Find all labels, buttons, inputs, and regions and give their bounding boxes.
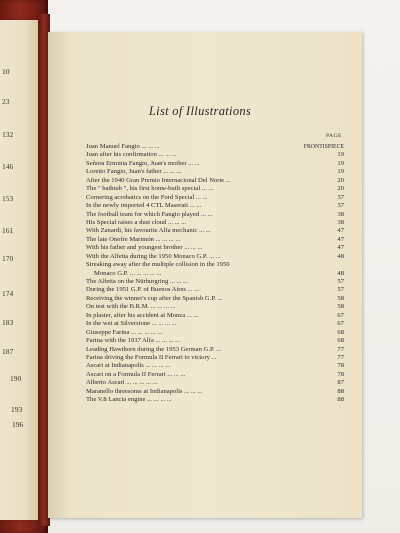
left-page-number: 187 <box>2 347 14 356</box>
illustration-row <box>86 270 344 278</box>
illustration-row <box>86 253 344 261</box>
illustration-row <box>86 143 344 151</box>
illustration-row <box>86 244 344 252</box>
illustration-row <box>86 379 344 387</box>
left-page-number: 23 <box>2 97 10 106</box>
illustration-caption: With his father and youngest brother ... ... ... <box>86 244 203 252</box>
illustration-page-number: 20 <box>337 176 344 184</box>
left-page-number: 146 <box>2 162 14 171</box>
left-page-number: 161 <box>2 226 14 235</box>
illustration-page-number: 19 <box>337 159 344 167</box>
illustrations-list <box>86 143 344 405</box>
left-page-number: 196 <box>12 420 24 429</box>
illustration-caption: Receiving the winner's cup after the Spanish G.P. ... <box>86 294 223 302</box>
illustration-page-number: 78 <box>337 370 344 378</box>
left-page-number: 183 <box>2 318 14 327</box>
illustration-caption: The late Onofre Marimón ... ... ... ... <box>86 235 181 243</box>
illustration-row <box>86 362 344 370</box>
illustration-caption: Streaking away after the multiple collision in the 1950 <box>86 261 230 269</box>
illustration-row <box>86 202 344 210</box>
illustration-page-number: 19 <box>337 151 344 159</box>
illustration-caption: In the newly imported 4 CTL Maserati ... ... <box>86 202 202 210</box>
illustration-caption: During the 1951 G.P. of Buenos Aires ... ... <box>86 286 200 294</box>
illustration-caption: His Special raises a dust cloud ... ... ... <box>86 218 187 226</box>
illustration-page-number: 47 <box>337 235 344 243</box>
illustration-row <box>86 261 344 269</box>
illustration-row <box>86 337 344 345</box>
illustration-page-number: 48 <box>337 269 344 277</box>
illustration-row <box>86 346 344 354</box>
left-page-edge <box>0 20 38 520</box>
left-page-number: 170 <box>2 254 14 263</box>
illustration-caption: Farina driving the Formula II Ferrari to victory ... <box>86 353 217 361</box>
illustration-page-number: 87 <box>337 379 344 387</box>
illustration-page-number: 77 <box>337 353 344 361</box>
illustration-page-number: 58 <box>337 303 344 311</box>
illustration-row <box>86 303 344 311</box>
illustration-page-number: 20 <box>337 185 344 193</box>
illustration-row <box>86 168 344 176</box>
illustration-row <box>86 286 344 294</box>
illustration-page-number: 88 <box>337 396 344 404</box>
illustration-page-number: 68 <box>337 337 344 345</box>
illustration-caption: Farina with the 1937 Alfa ... ... ... ... <box>86 337 181 345</box>
illustration-page-number: 88 <box>337 387 344 395</box>
page-title: List of Illustrations <box>148 104 252 118</box>
illustration-caption: Maranello threesome at Indianapolis ... ... ... <box>86 387 203 395</box>
illustration-caption: The football team for which Fangio played ... ... <box>86 210 213 218</box>
illustration-page-number: 67 <box>337 320 344 328</box>
illustration-caption: Giuseppe Farina ... ... ... ... ... <box>86 328 163 336</box>
illustration-caption: With the Alfetta during the 1950 Monaco G.P. ... ... <box>86 252 221 260</box>
illustration-row <box>86 211 344 219</box>
illustration-caption: On test with the B.R.M. ... ... ... ... <box>86 303 176 311</box>
illustration-row <box>86 354 344 362</box>
illustration-page-number: 57 <box>337 278 344 285</box>
illustration-caption: In the wet at Silverstone ... ... ... ... <box>86 320 177 328</box>
illustration-row <box>86 160 344 168</box>
left-page-number: 174 <box>2 289 14 298</box>
illustration-caption: Alberto Ascari ... ... ... ... ... <box>86 379 158 387</box>
illustration-caption: Monaco G.P. ... ... ... ... ... <box>94 269 162 277</box>
illustration-caption: The V.8 Lancia engine ... ... ... ... <box>86 396 172 404</box>
left-page-number: 10 <box>2 67 10 76</box>
illustration-page-number: FRONTISPIECE <box>303 144 344 150</box>
illustration-page-number: 67 <box>337 311 344 319</box>
illustration-row <box>86 329 344 337</box>
illustration-row <box>86 185 344 193</box>
illustration-page-number: 68 <box>337 328 344 336</box>
illustration-page-number: 78 <box>337 362 344 370</box>
illustration-row <box>86 295 344 303</box>
illustration-caption: Juan Manuel Fangio ... ... ... <box>86 143 160 150</box>
illustration-row <box>86 278 344 286</box>
illustration-row <box>86 194 344 202</box>
illustration-caption: Juan after his confirmation ... ... ... <box>86 151 177 159</box>
illustration-row <box>86 312 344 320</box>
illustration-page-number: 47 <box>337 244 344 252</box>
illustration-row <box>86 227 344 235</box>
illustration-page-number: 37 <box>337 193 344 201</box>
illustration-row <box>86 151 344 159</box>
left-page-number: 190 <box>10 374 22 383</box>
illustration-caption: Cornering acrobatics on the Ford Special ... ... <box>86 193 208 201</box>
illustration-page-number: 48 <box>337 252 344 260</box>
illustration-caption: The Alfetta on the Nürburgring ... ... ... <box>86 278 189 285</box>
illustration-page-number: 77 <box>337 345 344 353</box>
illustration-caption: With Zanardi, his favourite Alfa mechanic ... ... <box>86 227 211 235</box>
illustration-row <box>86 177 344 185</box>
illustration-page-number: 38 <box>337 218 344 226</box>
illustration-caption: Loretto Fangio, Juan's father ... ... ... <box>86 168 182 176</box>
illustration-caption: Señora Erminia Fangio, Juan's mother ... ... <box>86 159 200 167</box>
illustration-page-number: 38 <box>337 210 344 218</box>
illustration-page-number: 19 <box>337 168 344 176</box>
left-page-number: 153 <box>2 194 14 203</box>
illustration-row <box>86 236 344 244</box>
page-column-header: PAGE <box>326 133 342 139</box>
illustration-page-number: 57 <box>337 286 344 294</box>
illustration-page-number: 37 <box>337 202 344 210</box>
illustration-page-number: 58 <box>337 294 344 302</box>
illustration-row <box>86 388 344 396</box>
illustration-caption: After the 1940 Gran Premio Internacional Del Norte ... <box>86 176 231 184</box>
left-page-number: 132 <box>2 130 14 139</box>
illustration-caption: The " bathtub ", his first home-built special ... ... <box>86 185 214 193</box>
illustration-caption: Ascari on a Formula II Ferrari ... ... ... <box>86 370 186 378</box>
illustration-row <box>86 371 344 379</box>
left-page-number: 193 <box>11 405 23 414</box>
illustration-caption: In plaster, after his accident at Monza ... ... <box>86 311 199 319</box>
illustration-row <box>86 396 344 404</box>
illustration-caption: Leading Hawthorn during the 1953 German G.P. ... <box>86 345 222 353</box>
illustration-row <box>86 219 344 227</box>
illustration-row <box>86 320 344 328</box>
illustration-page-number: 47 <box>337 227 344 235</box>
illustration-caption: Ascari at Indianapolis ... ... ... ... <box>86 362 171 370</box>
